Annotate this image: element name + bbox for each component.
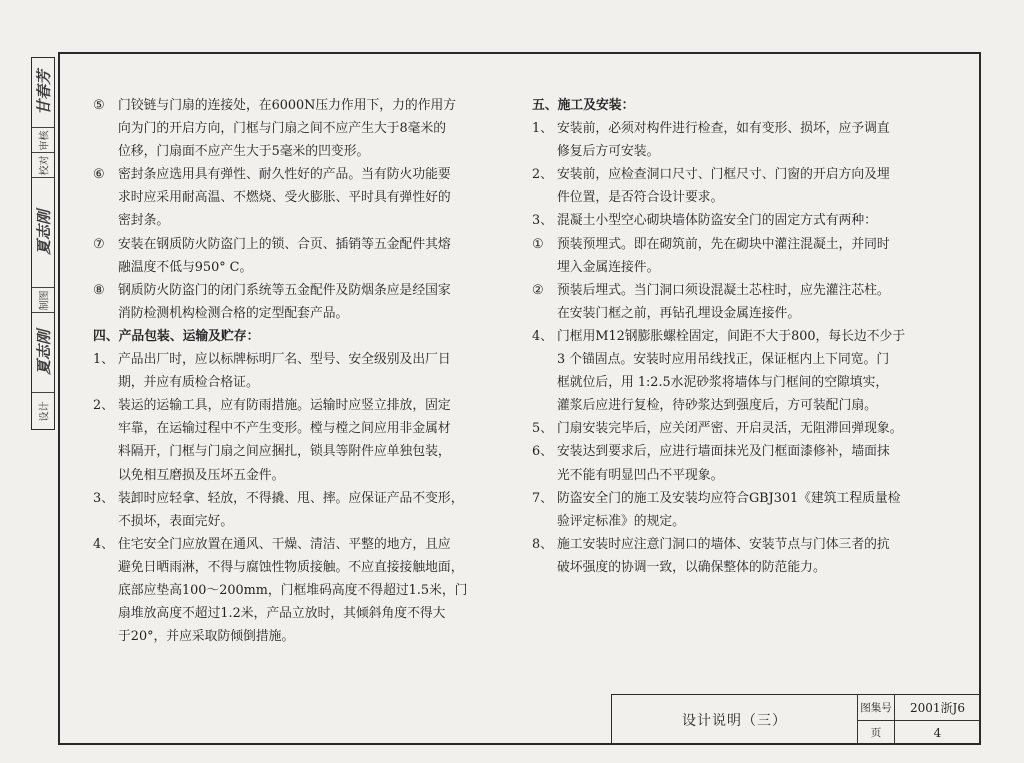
note-line: 不损坏，表面完好。 <box>118 513 234 529</box>
note-marker: 5、 <box>532 421 553 437</box>
note-line: 光不能有明显凹凸不平现象。 <box>557 467 724 483</box>
note-line: 灌浆后应进行复检，待砂浆达到强度后，方可装配门扇。 <box>557 398 877 414</box>
sidebar-draw-sign: 夏志刚 <box>32 313 54 393</box>
note-line: 向为门的开启方向，门框与门扇之间不应产生大于8毫米的 <box>118 121 447 137</box>
note-line: 求时应采用耐高温、不燃烧、受火膨胀、平时具有弹性好的 <box>118 190 451 206</box>
note-marker: 7、 <box>532 490 553 506</box>
note-line: 装卸时应轻拿、轻放，不得撬、甩、摔。应保证产品不变形， <box>118 490 464 506</box>
note-item <box>93 348 518 394</box>
note-line: 在安装门框之前，再钻孔埋设金属连接件。 <box>557 305 801 321</box>
note-marker: 4、 <box>532 328 553 344</box>
atlas-value: 2001浙J6 <box>910 701 965 715</box>
note-marker: 3、 <box>93 490 114 506</box>
note-line: 防盗安全门的施工及安装均应符合GBJ301《建筑工程质量检 <box>557 490 901 506</box>
note-item <box>532 233 962 279</box>
note-marker: ⑥ <box>93 167 105 183</box>
note-item <box>93 533 518 648</box>
note-line: 安装在钢质防火防盗门上的锁、合页、插销等五金配件其熔 <box>118 236 451 252</box>
note-marker: 8、 <box>532 536 553 552</box>
note-marker: 3、 <box>532 213 553 229</box>
note-line: 预装预埋式。即在砌筑前，先在砌块中灌注混凝土，并同时 <box>557 236 890 252</box>
note-item <box>93 94 518 163</box>
note-line: 底部应垫高100～200mm，门框堆码高度不得超过1.5米，门 <box>118 582 468 598</box>
signature-strip <box>31 57 55 430</box>
note-item <box>532 417 962 440</box>
atlas-row <box>858 695 980 721</box>
note-marker: ② <box>532 282 544 298</box>
note-line: 修复后方可安装。 <box>557 144 660 160</box>
note-line: 门框用M12钢膨胀螺栓固定，间距不大于800，每长边不少于 <box>557 328 906 344</box>
note-line: 门扇安装完毕后，应关闭严密、开启灵活，无阻滞回弹现象。 <box>557 421 903 437</box>
note-line: 预装后埋式。当门洞口须设混凝土芯柱时，应先灌注芯柱。 <box>557 282 890 298</box>
note-item <box>93 279 518 325</box>
note-line: 钢质防火防盗门的闭门系统等五金配件及防烟条应是经国家 <box>118 282 451 298</box>
note-marker: 6、 <box>532 444 553 460</box>
note-line: 牢靠，在运输过程中不产生变形。樘与樘之间应用非金属材 <box>118 421 451 437</box>
page-label: 页 <box>858 720 895 745</box>
note-line: 混凝土小型空心砌块墙体防盗安全门的固定方式有两种： <box>557 213 877 229</box>
note-marker: ⑧ <box>93 282 105 298</box>
note-marker: 4、 <box>93 536 114 552</box>
note-line: 密封条应选用具有弹性、耐久性好的产品。当有防火功能要 <box>118 167 451 183</box>
note-line: 验评定标准》的规定。 <box>557 513 685 529</box>
note-line: 安装前，必须对构件进行检查，如有变形、损坏，应予调直 <box>557 121 890 137</box>
note-line: 扇堆放高度不超过1.2米，产品立放时，其倾斜角度不得大 <box>118 606 446 622</box>
sidebar-review-sign: 甘春芳 <box>32 58 54 128</box>
note-item <box>93 233 518 279</box>
title-block <box>611 694 981 745</box>
atlas-label: 图集号 <box>858 695 895 720</box>
note-item <box>532 533 962 579</box>
note-item <box>93 163 518 232</box>
note-line: 埋入金属连接件。 <box>557 259 660 275</box>
note-line: 消防检测机构检测合格的定型配套产品。 <box>118 305 349 321</box>
page-row <box>858 720 980 745</box>
note-item <box>532 279 962 325</box>
sidebar-check-label: 校对 <box>32 153 54 178</box>
note-line: 门铰链与门扇的连接处，在6000N压力作用下，力的作用方 <box>118 98 457 113</box>
note-marker: 1、 <box>532 121 553 137</box>
note-marker: 2、 <box>532 167 553 183</box>
note-line: 期，并应有质检合格证。 <box>118 375 259 391</box>
section-heading: 四、产品包装、运输及贮存： <box>93 328 260 344</box>
note-line: 以免相互磨损及压坏五金件。 <box>118 467 285 483</box>
sidebar-review-label: 审核 <box>32 128 54 153</box>
right-column <box>532 94 962 579</box>
note-line: 装运的运输工具，应有防雨措施。运输时应竖立排放，固定 <box>118 398 451 414</box>
note-marker: ⑦ <box>93 236 105 252</box>
note-marker: ① <box>532 236 544 252</box>
note-line: 产品出厂时，应以标牌标明厂名、型号、安全级别及出厂日 <box>118 352 451 368</box>
note-line: 安装前，应检查洞口尺寸、门框尺寸、门窗的开启方向及埋 <box>557 167 890 183</box>
note-marker: 1、 <box>93 352 114 368</box>
note-line: 破坏强度的协调一致，以确保整体的防范能力。 <box>557 559 826 575</box>
note-line: 件位置，是否符合设计要求。 <box>557 190 724 206</box>
note-marker: 2、 <box>93 398 114 414</box>
note-item <box>532 325 962 417</box>
sidebar-draw-label: 制图 <box>32 288 54 313</box>
note-item <box>93 487 518 533</box>
sidebar-design-label: 设计 <box>39 401 51 421</box>
left-column <box>93 94 518 648</box>
sidebar-check-sign: 夏志刚 <box>32 178 54 288</box>
note-item <box>532 117 962 163</box>
sheet-title: 设计说明（三） <box>682 713 787 729</box>
page-number: 4 <box>933 725 942 740</box>
note-item <box>93 394 518 486</box>
note-line: 避免日晒雨淋，不得与腐蚀性物质接触。不应直接接触地面， <box>118 559 464 575</box>
note-marker: ⑤ <box>93 98 105 113</box>
note-item <box>532 487 962 533</box>
note-item <box>532 209 962 232</box>
section-heading: 五、施工及安装： <box>532 98 635 113</box>
note-item <box>532 440 962 486</box>
note-line: 料隔开，门框与门扇之间应捆扎，锁具等附件应单独包装， <box>118 444 451 460</box>
note-line: 密封条。 <box>118 213 170 229</box>
note-line: 框就位后，用 1:2.5水泥砂浆将墙体与门框间的空隙填实， <box>557 375 889 391</box>
note-line: 3 个锚固点。安装时应用吊线找正，保证框内上下同宽。门 <box>557 352 890 368</box>
note-line: 安装达到要求后，应进行墙面抹光及门框面漆修补，墙面抹 <box>557 444 890 460</box>
note-line: 融温度不低与950° C。 <box>118 259 253 275</box>
note-line: 住宅安全门应放置在通风、干燥、清洁、平整的地方，且应 <box>118 536 451 552</box>
note-item <box>532 163 962 209</box>
note-line: 于20°，并应采取防倾倒措施。 <box>118 629 295 645</box>
title-block-grid <box>857 695 980 745</box>
note-line: 位移，门扇面不应产生大于5毫米的凹变形。 <box>118 144 370 160</box>
note-line: 施工安装时应注意门洞口的墙体、安装节点与门体三者的抗 <box>557 536 890 552</box>
